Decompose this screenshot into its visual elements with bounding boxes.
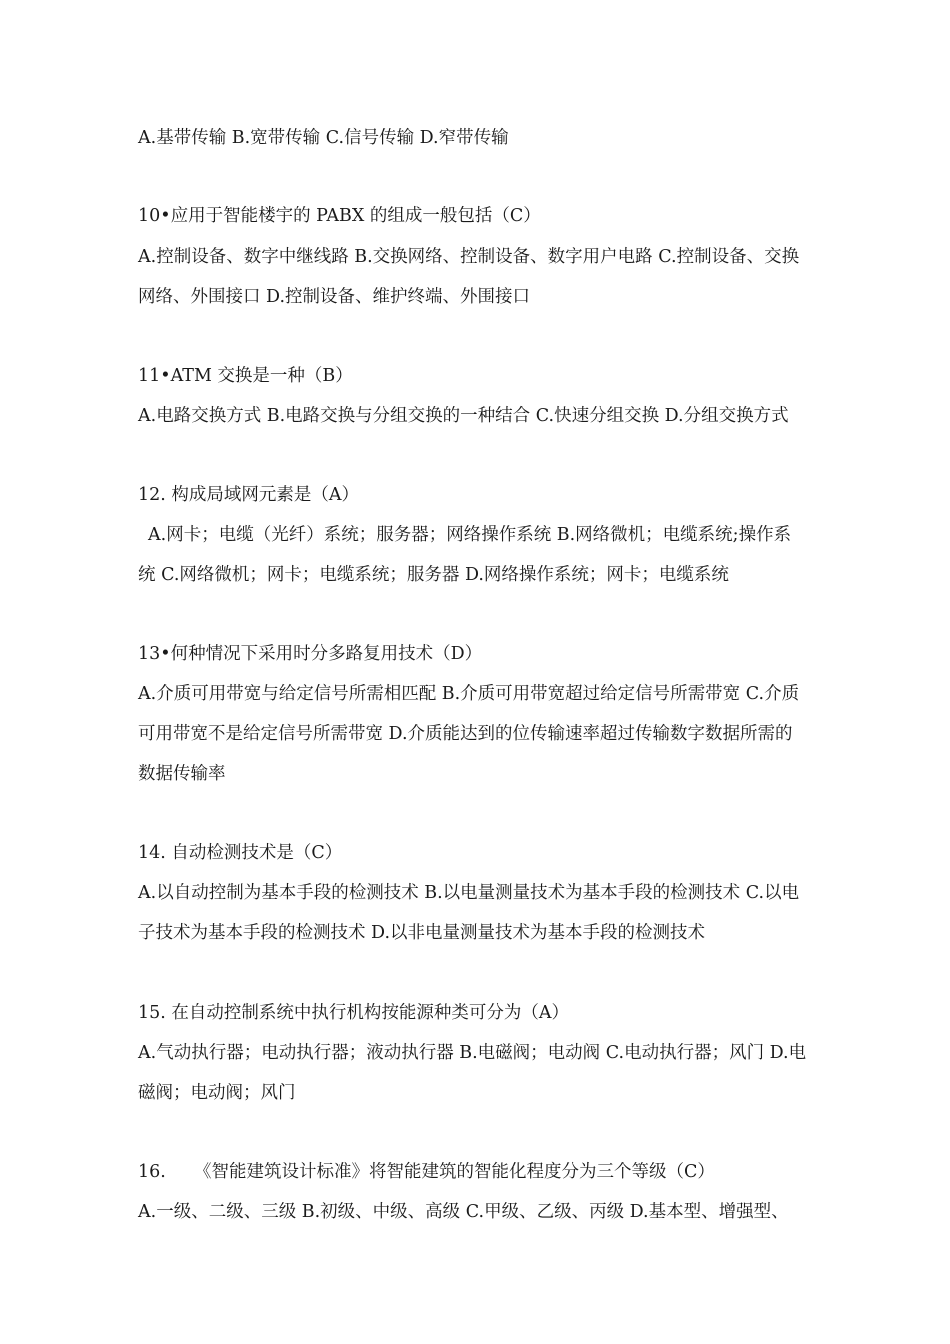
- question-number: 16.: [138, 1162, 166, 1182]
- question-10: 10•应用于智能楼宇的 PABX 的组成一般包括（C）: [138, 206, 541, 226]
- question-11: 11•ATM 交换是一种（B）: [138, 366, 353, 386]
- option-line: 统 C.网络微机；网卡；电缆系统；服务器 D.网络操作系统；网卡；电缆系统: [138, 565, 729, 585]
- option-line: A.一级、二级、三级 B.初级、中级、高级 C.甲级、乙级、丙级 D.基本型、增强型、: [138, 1202, 789, 1222]
- question-text: 《智能建筑设计标准》将智能建筑的智能化程度分为三个等级（C）: [194, 1162, 715, 1182]
- option-line: 可用带宽不是给定信号所需带宽 D.介质能达到的位传输速率超过传输数字数据所需的: [138, 724, 793, 744]
- option-line: A.介质可用带宽与给定信号所需相匹配 B.介质可用带宽超过给定信号所需带宽 C.介质: [138, 684, 800, 704]
- question-13: 13•何种情况下采用时分多路复用技术（D）: [138, 644, 483, 664]
- option-line: A.控制设备、数字中继线路 B.交换网络、控制设备、数字用户电路 C.控制设备、交换: [138, 247, 800, 267]
- option-line: A.基带传输 B.宽带传输 C.信号传输 D.窄带传输: [138, 128, 509, 148]
- question-12: 12. 构成局域网元素是（A）: [138, 485, 360, 505]
- question-15: 15. 在自动控制系统中执行机构按能源种类可分为（A）: [138, 1003, 570, 1023]
- option-line: 磁阀；电动阀；风门: [138, 1083, 296, 1103]
- question-14: 14. 自动检测技术是（C）: [138, 843, 343, 863]
- question-16: [138, 1160, 858, 1184]
- option-line: 子技术为基本手段的检测技术 D.以非电量测量技术为基本手段的检测技术: [138, 923, 706, 943]
- option-line: A.气动执行器；电动执行器；液动执行器 B.电磁阀；电动阀 C.电动执行器；风门 D.电: [138, 1043, 807, 1063]
- option-line: 数据传输率: [138, 764, 226, 784]
- option-line: A.网卡；电缆（光纤）系统；服务器；网络操作系统 B.网络微机；电缆系统;操作系: [148, 525, 792, 545]
- option-line: A.以自动控制为基本手段的检测技术 B.以电量测量技术为基本手段的检测技术 C.以电: [138, 883, 800, 903]
- option-line: A.电路交换方式 B.电路交换与分组交换的一种结合 C.快速分组交换 D.分组交换方式: [138, 406, 789, 426]
- option-line: 网络、外围接口 D.控制设备、维护终端、外围接口: [138, 287, 531, 307]
